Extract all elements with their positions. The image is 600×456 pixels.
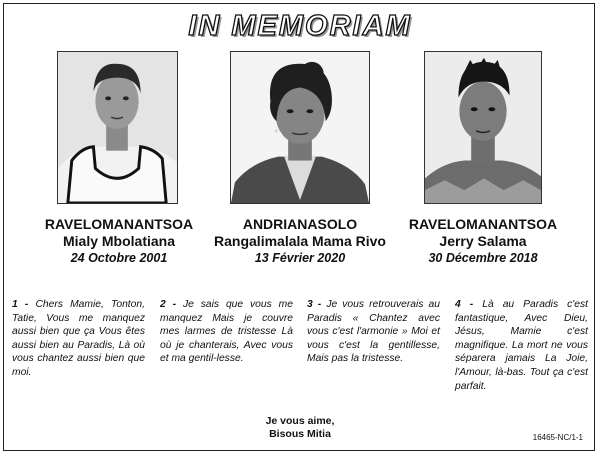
person-3-caption xyxy=(388,216,578,267)
photo-person-1 xyxy=(57,51,178,204)
person-3-given-name: Jerry Salama xyxy=(439,233,527,249)
person-1-caption xyxy=(24,216,214,267)
verse-1-number: 1 - xyxy=(12,299,29,310)
person-2-given-name: Rangalimalala Mama Rivo xyxy=(214,233,386,249)
verse-3 xyxy=(307,298,440,366)
person-2-surname: ANDRIANASOLO xyxy=(242,216,358,232)
verse-1-text: Chers Mamie, Tonton, Tatie, Vous me manquez aussi bien que ça Vous êtes aussi bien au Paradis, Là où vous chantez aussi bien que moi. xyxy=(12,299,145,378)
verse-1 xyxy=(12,298,145,380)
closing-message xyxy=(0,415,600,441)
verse-3-number: 3 - xyxy=(307,299,322,310)
photo-person-2 xyxy=(230,51,370,204)
person-3-date: 30 Décembre 2018 xyxy=(428,251,538,265)
person-2-date: 13 Février 2020 xyxy=(254,251,346,265)
person-1-date: 24 Octobre 2001 xyxy=(70,251,168,265)
closing-signature: Bisous Mitia xyxy=(269,428,331,440)
person-1-given-name: Mialy Mbolatiana xyxy=(62,233,176,249)
reference-code: 16465-NC/1-1 xyxy=(532,433,583,442)
closing-line-1: Je vous aime, xyxy=(265,415,335,427)
verse-2 xyxy=(160,298,293,366)
person-3-surname: RAVELOMANANTSOA xyxy=(408,216,558,232)
verse-2-text: Je sais que vous me manquez Mais je couvre mes larmes de tristesse Là où je chanterais, Avec vous et ma gentil-lesse. xyxy=(160,299,293,365)
verse-4-number: 4 - xyxy=(455,299,474,310)
verse-4-text: Là au Paradis c'est fantastique, Avec Dieu, Jésus, Mamie c'est magnifique. La mort ne vous séparera jamais La Joie, l'Amour, là-bas. Tout ça c'est parfait. xyxy=(455,299,588,392)
photo-person-3 xyxy=(424,51,542,204)
page-title: IN MEMORIAM xyxy=(188,10,412,42)
verse-3-text: Je vous retrouverais au Paradis « Chantez avec vous c'est l'armonie » Moi et vous c'est la gentillesse, Mais pas la tristesse. xyxy=(307,299,440,365)
verse-2-number: 2 - xyxy=(160,299,177,310)
verse-4 xyxy=(455,298,588,393)
person-2-caption xyxy=(205,216,395,267)
person-1-surname: RAVELOMANANTSOA xyxy=(44,216,194,232)
